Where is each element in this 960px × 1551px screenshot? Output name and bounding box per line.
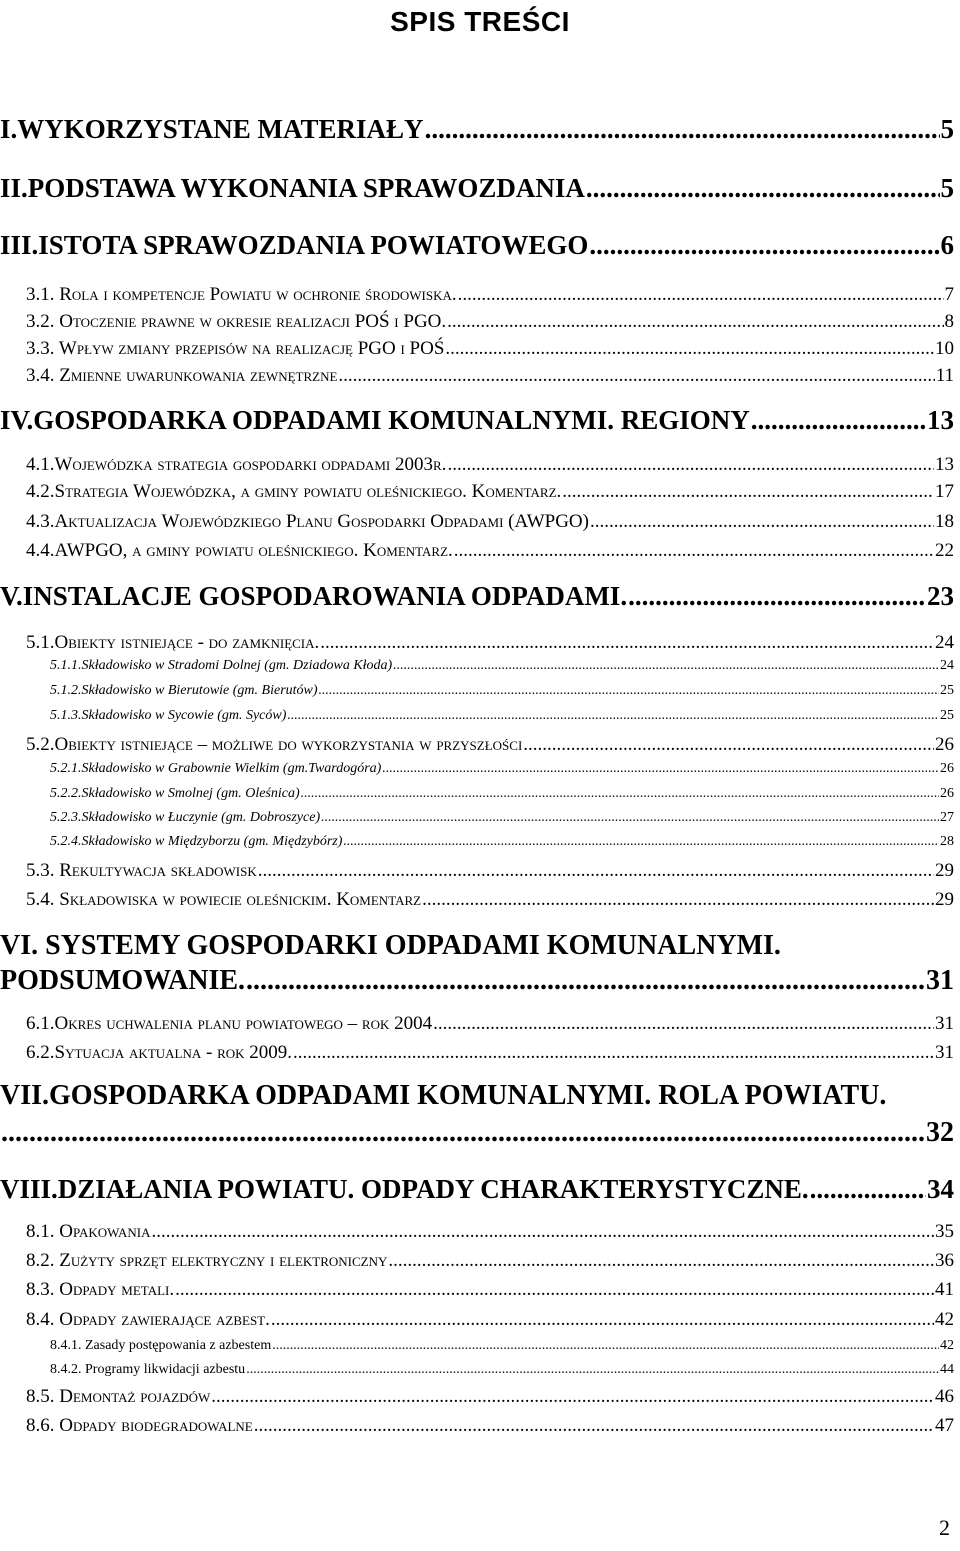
toc-entry-label: 5.1.3.Składowisko w Sycowie (gm. Syców)	[50, 708, 287, 723]
toc-leader	[338, 364, 934, 388]
toc-leader	[272, 1336, 939, 1356]
toc-leader	[458, 283, 944, 307]
toc-entry-label: 3.2. Otoczenie prawne w okresie realizacji POŚ i PGO.	[26, 311, 447, 332]
toc-entry-page: 24	[940, 658, 954, 673]
toc-entry-label: V.INSTALACJE GOSPODAROWANIA ODPADAMI.	[0, 581, 628, 611]
toc-leader	[382, 759, 939, 779]
toc-entry-page: 31	[935, 1042, 954, 1063]
toc-leader	[447, 453, 934, 477]
toc-leader	[211, 1385, 934, 1409]
toc-entry-page: 28	[940, 834, 954, 849]
toc-leader	[321, 808, 939, 828]
toc-entry-page: 25	[940, 708, 954, 723]
page-number: 2	[939, 1515, 950, 1540]
toc-entry-page: 44	[940, 1362, 954, 1377]
toc-entry-label: 6.2.Sytuacja aktualna - rok 2009.	[26, 1042, 293, 1063]
toc-entry-page: 34	[927, 1174, 954, 1204]
toc-leader	[271, 1308, 934, 1332]
toc-leader	[562, 480, 934, 504]
toc-entry-page: 13	[935, 454, 954, 475]
toc-entry[interactable]	[0, 1171, 954, 1207]
toc-entry[interactable]	[50, 784, 954, 804]
toc-entry[interactable]	[26, 510, 954, 534]
toc-entry[interactable]	[0, 578, 954, 614]
toc-entry-page: 29	[935, 860, 954, 881]
toc-entry-label: PODSUMOWANIE.	[0, 965, 246, 996]
toc-entry[interactable]	[26, 539, 954, 563]
toc-entry-label: 8.3. Odpady metali.	[26, 1279, 175, 1300]
toc-entry-page: 10	[935, 338, 954, 359]
toc-entry-page: 5	[940, 114, 954, 144]
toc-leader	[319, 681, 939, 701]
toc-entry-label: I.WYKORZYSTANE MATERIAŁY	[0, 114, 424, 144]
toc-entry[interactable]	[26, 1278, 954, 1302]
toc-entry-label: 8.1. Opakowania	[26, 1221, 151, 1242]
toc-entry[interactable]	[26, 1308, 954, 1332]
toc-entry-page: 36	[935, 1250, 954, 1271]
toc-entry-page: 18	[935, 511, 954, 532]
toc-entry-label: 5.2.1.Składowisko w Grabownie Wielkim (gm.Twardogóra)	[50, 761, 382, 776]
toc-entry-label: 4.3.Aktualizacja Wojewódzkiego Planu Gospodarki Odpadami (AWPGO)	[26, 511, 589, 532]
toc-entry[interactable]	[50, 681, 954, 701]
toc-leader	[433, 1012, 934, 1036]
toc-entry[interactable]	[26, 283, 954, 307]
toc-entry-label: 8.4. Odpady zawierające azbest.	[26, 1309, 270, 1330]
toc-entry-page: 42	[940, 1338, 954, 1353]
toc-entry-label: 8.2. Zużyty sprzęt elektryczny i elektroniczny	[26, 1250, 388, 1271]
toc-entry-label: IV.GOSPODARKA ODPADAMI KOMUNALNYMI. REGIONY	[0, 405, 750, 435]
toc-entry-page: 22	[935, 540, 954, 561]
toc-entry[interactable]	[26, 888, 954, 912]
toc-entry-label: 8.4.2. Programy likwidacji azbestu	[50, 1362, 246, 1377]
toc-entry-page: 42	[935, 1309, 954, 1330]
toc-entry-page: 27	[940, 810, 954, 825]
toc-entry[interactable]	[50, 656, 954, 676]
toc-leader	[320, 631, 934, 655]
toc-entry-page: 29	[935, 889, 954, 910]
toc-entry[interactable]	[26, 733, 954, 757]
toc-leader	[589, 227, 939, 263]
toc-entry-page: 25	[940, 683, 954, 698]
toc-leader	[590, 510, 934, 534]
toc-entry-label: 4.2.Strategia Wojewódzka, a gminy powiatu oleśnickiego. Komentarz.	[26, 481, 562, 502]
toc-leader	[388, 1249, 934, 1273]
toc-leader	[425, 111, 940, 147]
toc-entry[interactable]	[50, 832, 954, 852]
toc-entry[interactable]	[26, 1041, 954, 1065]
toc-entry[interactable]	[0, 963, 954, 999]
toc-entry[interactable]	[0, 111, 954, 147]
toc-entry[interactable]	[26, 480, 954, 504]
toc-entry-label: 5.1.Obiekty istniejące - do zamknięcia.	[26, 632, 320, 653]
toc-entry-label: 5.3. Rekultywacja składowisk	[26, 860, 257, 881]
toc-entry-page: 46	[935, 1386, 954, 1407]
toc-entry-page: 26	[940, 761, 954, 776]
toc-entry-label: 5.2.4.Składowisko w Międzyborzu (gm. Międzybórz)	[50, 834, 343, 849]
toc-entry-page: 8	[944, 311, 954, 332]
toc-entry-label: 5.2.Obiekty istniejące – możliwe do wykorzystania w przyszłości	[26, 734, 523, 755]
toc-entry-page: 17	[935, 481, 954, 502]
toc-entry-page: 41	[935, 1279, 954, 1300]
toc-entry[interactable]	[26, 337, 954, 361]
toc-leader	[751, 402, 926, 438]
toc-entry-page: 5	[940, 173, 954, 203]
toc-leader	[422, 888, 934, 912]
toc-entry[interactable]	[26, 1414, 954, 1438]
toc-entry[interactable]	[50, 1360, 954, 1380]
toc-entry[interactable]	[26, 859, 954, 883]
toc-entry[interactable]	[0, 170, 954, 206]
toc-entry[interactable]	[26, 310, 954, 334]
toc-entry-label[interactable]: VI. SYSTEMY GOSPODARKI ODPADAMI KOMUNALNYMI.	[0, 930, 781, 961]
toc-leader	[586, 170, 940, 206]
toc-entry[interactable]	[50, 1336, 954, 1356]
page-title: SPIS TREŚCI	[390, 6, 570, 37]
toc-entry-label: 6.1.Okres uchwalenia planu powiatowego – rok 2004	[26, 1013, 433, 1034]
toc-entry[interactable]	[26, 1220, 954, 1244]
toc-entry-label: 5.2.2.Składowisko w Smolnej (gm. Oleśnica)	[50, 786, 300, 801]
toc-entry[interactable]	[26, 631, 954, 655]
toc-entry-page: 47	[935, 1415, 954, 1436]
toc-leader	[246, 963, 925, 999]
toc-leader	[258, 859, 934, 883]
toc-entry-label: 5.1.2.Składowisko w Bierutowie (gm. Bierutów)	[50, 683, 318, 698]
toc-leader	[454, 539, 934, 563]
toc-entry[interactable]	[26, 453, 954, 477]
toc-leader	[445, 337, 934, 361]
toc-leader	[393, 656, 939, 676]
toc-entry-page: 31	[926, 965, 954, 996]
toc-entry-page: 31	[935, 1013, 954, 1034]
toc-entry[interactable]	[50, 808, 954, 828]
toc-entry[interactable]	[0, 227, 954, 263]
toc-entry-page: 7	[944, 284, 954, 305]
toc-entry[interactable]	[26, 1385, 954, 1409]
toc-entry-label: 5.1.1.Składowisko w Stradomi Dolnej (gm. Dziadowa Kłoda)	[50, 658, 393, 673]
toc-entry-page: 13	[927, 405, 954, 435]
toc-leader	[628, 578, 926, 614]
toc-entry-label: 4.4.AWPGO, a gminy powiatu oleśnickiego. Komentarz.	[26, 540, 453, 561]
toc-entry-page: 23	[927, 581, 954, 611]
toc-leader	[152, 1220, 935, 1244]
toc-leader	[810, 1171, 926, 1207]
toc-leader	[254, 1414, 934, 1438]
toc-entry-label: III.ISTOTA SPRAWOZDANIA POWIATOWEGO	[0, 230, 589, 260]
toc-leader	[447, 310, 943, 334]
toc-entry-label: 3.3. Wpływ zmiany przepisów na realizację PGO i POŚ	[26, 338, 445, 359]
toc-entry-page: 11	[935, 365, 954, 386]
toc-entry-page: 6	[940, 230, 954, 260]
toc-entry[interactable]	[26, 364, 954, 388]
toc-entry-label: 3.1. Rola i kompetencje Powiatu w ochronie środowiska.	[26, 284, 457, 305]
toc-leader	[246, 1360, 939, 1380]
toc-entry[interactable]	[0, 1115, 954, 1151]
toc-entry-page: 32	[926, 1117, 954, 1148]
toc-entry[interactable]	[26, 1249, 954, 1273]
toc-entry-label: 8.6. Odpady biodegradowalne	[26, 1415, 253, 1436]
toc-entry[interactable]	[0, 402, 954, 438]
toc-entry[interactable]	[26, 1012, 954, 1036]
toc-leader	[287, 706, 939, 726]
toc-entry-label: 3.4. Zmienne uwarunkowania zewnętrzne	[26, 365, 338, 386]
toc-entry-page: 35	[935, 1221, 954, 1242]
toc-leader	[523, 733, 934, 757]
toc-entry-label: 8.5. Demontaż pojazdów	[26, 1386, 211, 1407]
toc-leader	[1, 1115, 925, 1151]
toc-entry-page: 24	[935, 632, 954, 653]
toc-leader	[301, 784, 939, 804]
toc-leader	[293, 1041, 934, 1065]
toc-entry-label[interactable]: VII.GOSPODARKA ODPADAMI KOMUNALNYMI. ROLA POWIATU.	[0, 1080, 887, 1111]
toc-entry-page: 26	[935, 734, 954, 755]
toc-entry[interactable]	[50, 706, 954, 726]
toc-entry-label: 5.2.3.Składowisko w Łuczynie (gm. Dobroszyce)	[50, 810, 321, 825]
toc-leader	[343, 832, 939, 852]
toc-entry-label: 8.4.1. Zasady postępowania z azbestem	[50, 1338, 272, 1353]
toc-entry-label: 4.1.Wojewódzka strategia gospodarki odpadami 2003r.	[26, 454, 447, 475]
toc-entry[interactable]	[50, 759, 954, 779]
toc-entry-label: 5.4. Składowiska w powiecie oleśnickim. Komentarz	[26, 889, 422, 910]
toc-entry-page: 26	[940, 786, 954, 801]
toc-entry-label: II.PODSTAWA WYKONANIA SPRAWOZDANIA	[0, 173, 585, 203]
toc-leader	[175, 1278, 934, 1302]
toc-entry-label: VIII.DZIAŁANIA POWIATU. ODPADY CHARAKTERYSTYCZNE.	[0, 1174, 809, 1204]
